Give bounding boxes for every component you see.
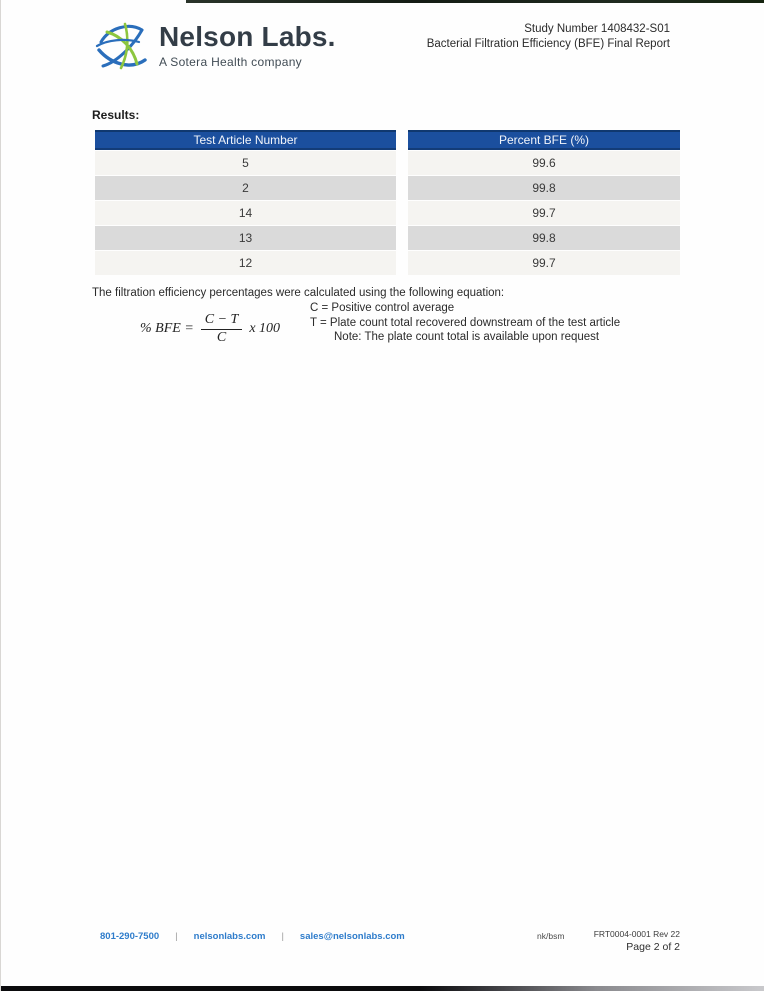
report-header [95,18,680,80]
table-cell: 12 [95,251,396,275]
form-number: FRT0004-0001 Rev 22 [593,929,680,939]
table-cell: 99.7 [408,201,680,225]
results-label: Results: [92,108,140,122]
footer-contact-links [100,931,405,942]
results-table-body [95,151,680,275]
email-link[interactable]: sales@nelsonlabs.com [299,931,405,942]
formula-fraction [201,313,243,345]
scan-artifact-bottom [0,986,764,991]
table-cell: 5 [95,151,396,175]
table-cell: 99.8 [408,226,680,250]
equation-body [92,301,682,353]
report-footer [0,926,764,962]
table-cell: 14 [95,201,396,225]
equation-note: Note: The plate count total is available upon request [334,331,600,343]
formula-numerator: C − T [201,313,243,330]
table-cell: 99.8 [408,176,680,200]
equation-section [92,287,682,353]
scan-artifact-top [186,0,764,3]
website-link[interactable]: nelsonlabs.com [193,931,266,942]
definition-t: T = Plate count total recovered downstream of the test article [310,316,621,329]
logo-text [159,20,336,69]
table-cell: 99.7 [408,251,680,275]
report-title: Bacterial Filtration Efficiency (BFE) Final Report [426,38,670,50]
formula-rhs: x 100 [249,321,281,337]
nelson-labs-logo [95,20,336,76]
results-table-header [95,130,680,150]
column-header-test-article: Test Article Number [95,130,396,150]
analyst-initials: nk/bsm [537,931,565,941]
footer-right-block [594,928,680,954]
column-header-percent-bfe: Percent BFE (%) [408,130,680,150]
formula-denominator: C [216,329,227,345]
formula-lhs: % BFE = [140,321,194,337]
page-number: Page 2 of 2 [626,941,680,953]
logo-name: Nelson Labs. [159,21,336,52]
separator: | [175,931,178,942]
separator: | [281,931,284,942]
table-cell: 13 [95,226,396,250]
equation-intro: The filtration efficiency percentages were calculated using the following equation: [92,287,505,299]
table-cell: 2 [95,176,396,200]
logo-tagline: A Sotera Health company [159,55,302,69]
definition-c: C = Positive control average [310,302,455,314]
bfe-formula [140,313,280,345]
scan-artifact-left [0,0,1,991]
table-cell: 99.6 [408,151,680,175]
equation-definitions [310,301,620,345]
results-table [95,130,680,275]
globe-logo-icon [95,20,153,76]
report-title-block [427,22,670,52]
study-number: Study Number 1408432-S01 [524,23,670,35]
phone-link[interactable]: 801-290-7500 [100,931,160,942]
